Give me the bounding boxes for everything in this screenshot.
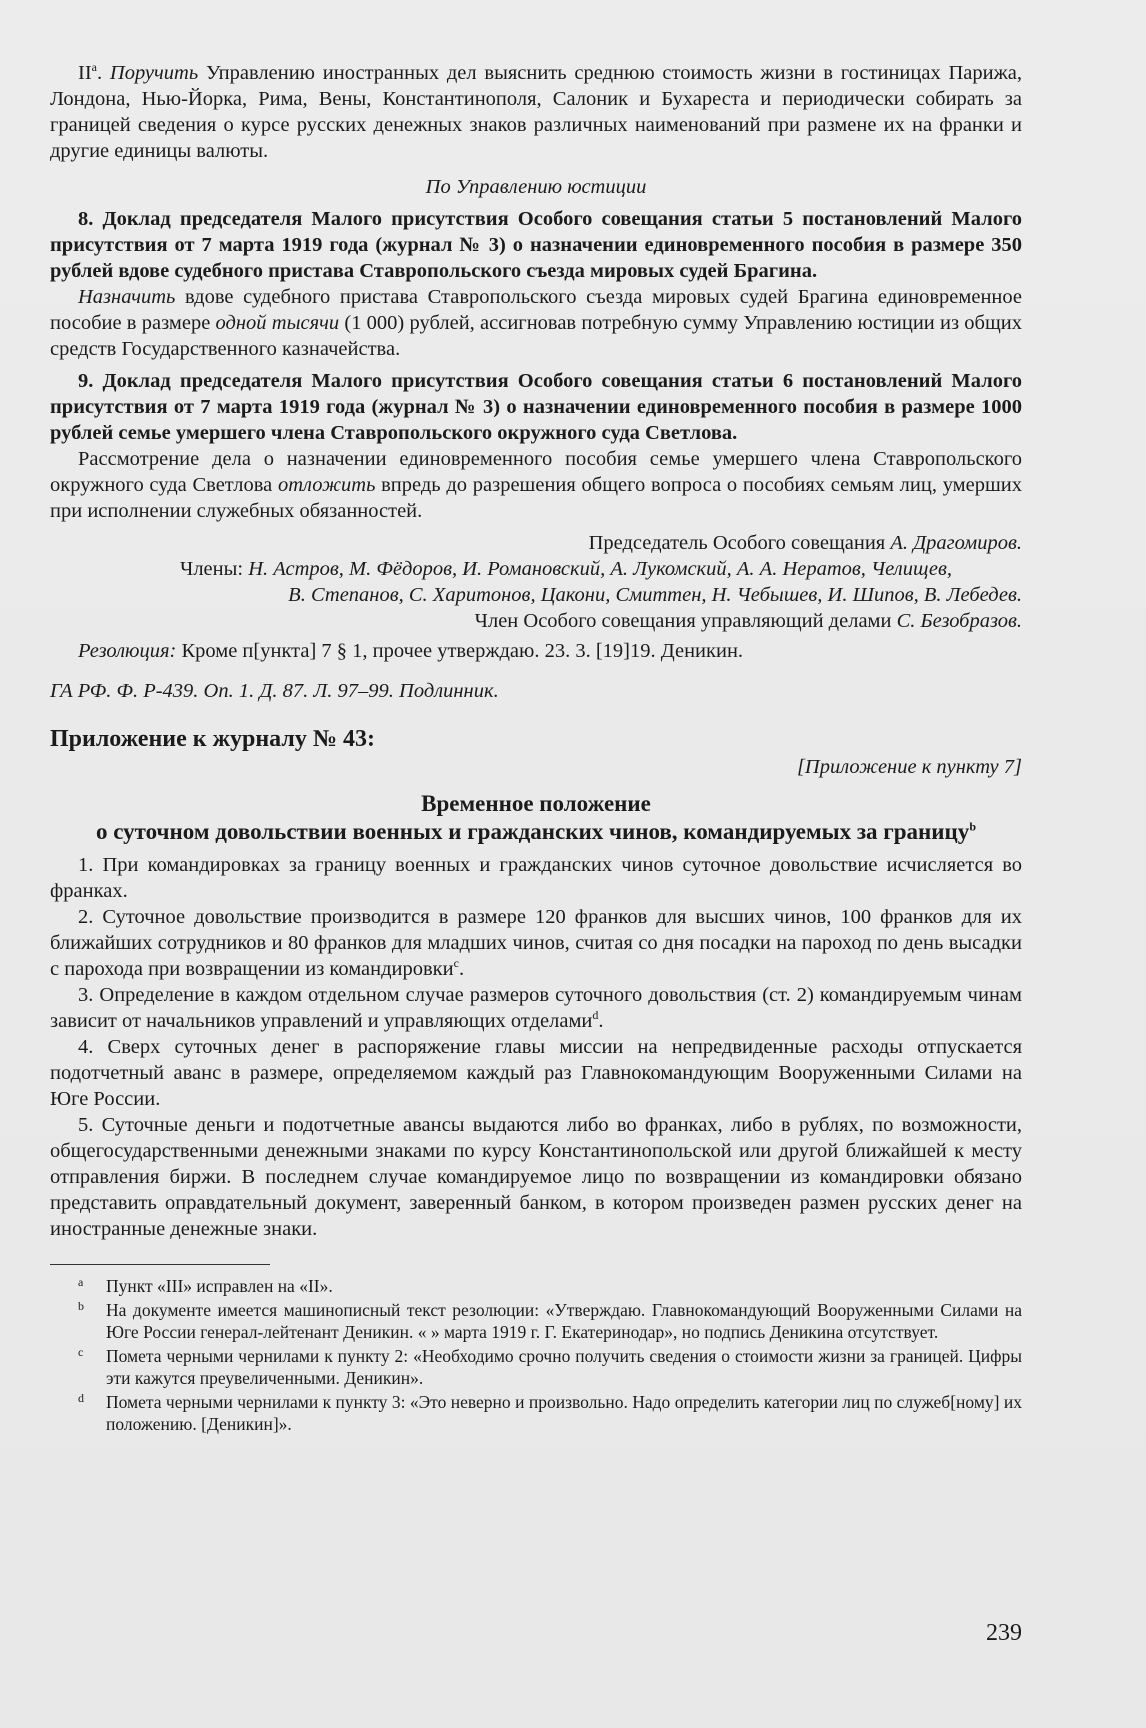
item-8-decision: Назначить вдове судебного пристава Ставропольского съезда мировых судей Брагина единовременное пособие в размере одной тысячи (1 000) рублей, ассигновав потребную сумму Управлению юстиции из общих средств Государственного казначейства. bbox=[50, 286, 1022, 360]
amount-words: одной тысячи bbox=[215, 312, 340, 334]
footnote-ref-b: b bbox=[969, 819, 976, 834]
appendix-ref: [Приложение к пункту 7] bbox=[796, 756, 1022, 778]
page-number: 239 bbox=[986, 1620, 1022, 1646]
footnotes bbox=[50, 1275, 1022, 1435]
members-signatures-cont: В. Степанов, С. Харитонов, Цакони, Смиттен, Н. Чебышев, И. Шипов, В. Лебедев. bbox=[288, 584, 1022, 606]
regulation-title: Временное положение bbox=[421, 791, 651, 816]
secretary-signature: Член Особого совещания управляющий делами С. Безобразов. bbox=[474, 610, 1022, 632]
appendix-heading: Приложение к журналу № 43: bbox=[50, 726, 375, 752]
resolution: Резолюция: Кроме п[ункта] 7 § 1, прочее утверждаю. 23. 3. [19]19. Деникин. bbox=[78, 640, 744, 662]
footnote: a Пункт «III» исправлен на «II». bbox=[78, 1275, 333, 1296]
clause-2: 2. Суточное довольствие производится в размере 120 франков для высших чинов, 100 франков для их ближайших сотрудников и 80 франков для младших чинов, считая со дня посадки на пароход по день высадки с парохода при возвращении из командировки$^c$. bbox=[50, 906, 1022, 980]
clause-1: 1. При командировках за границу военных и гражданских чинов суточное довольствие исчисляется во франках. bbox=[50, 854, 1022, 902]
resolution-label: Резолюция: bbox=[78, 640, 177, 662]
clause-3: 3. Определение в каждом отдельном случае размеров суточного довольствия (ст. 2) командируемым чинам зависит от начальников управлений и управляющих отделами$^d$. bbox=[50, 984, 1022, 1032]
footnote-divider bbox=[50, 1264, 270, 1265]
paragraph-text: Управлению иностранных дел выяснить среднюю стоимость жизни в гостиницах Парижа, Лондона, Нью-Йорка, Рима, Вены, Константинополя, Салоник и Бухареста и периодически собирать за границей сведения о курсе русских денежных знаков различных наименований при размене их на франки и другие единицы валюты. bbox=[50, 62, 1022, 162]
paragraph-ii: $II^a$. Поручить Управлению иностранных дел выяснить среднюю стоимость жизни в гостиницах Парижа, Лондона, Нью-Йорка, Рима, Вены, Константинополя, Салоник и Бухареста и периодически собирать за границей сведения о курсе русских денежных знаков различных наименований при размене их на франки и другие единицы валюты. bbox=[50, 60, 1022, 162]
item-8-heading: 8. Доклад председателя Малого присутствия Особого совещания статьи 5 постановлений Малого присутствия от 7 марта 1919 года (журнал № 3) о назначении единовременного пособия в размере 350 рублей вдове судебного пристава Ставропольского съезда мировых судей Брагина. bbox=[50, 208, 1022, 282]
decision-action: отложить bbox=[277, 474, 376, 496]
members-signatures: Члены: Н. Астров, М. Фёдоров, И. Романовский, А. Лукомский, А. А. Нератов, Челищев, bbox=[180, 558, 953, 580]
item-9-heading: 9. Доклад председателя Малого присутствия Особого совещания статьи 6 постановлений Малого присутствия от 7 марта 1919 года (журнал № 3) о назначении единовременного пособия в размере 1000 рублей семье умершего члена Ставропольского окружного суда Светлова. bbox=[50, 370, 1022, 444]
footnote: b На документе имеется машинописный текст резолюции: «Утверждаю. Главнокомандующий Вооруженными Силами на Юге России генерал-лейтенант Деникин. « » марта 1919 г. Г. Екатеринодар», но подпись Деникина отсутствует. bbox=[78, 1299, 1022, 1342]
item-9-decision: Рассмотрение дела о назначении единовременного пособия семье умершего члена Ставропольского окружного суда Светлова отложить впредь до разрешения общего вопроса о пособиях семьям лиц, умерших при исполнении служебных обязанностей. bbox=[50, 448, 1022, 522]
footnote-ref-d: d bbox=[592, 1008, 599, 1023]
footnote-ref-a: a bbox=[91, 60, 97, 75]
clause-4: 4. Сверх суточных денег в распоряжение главы миссии на непредвиденные расходы отпускается подотчетный аванс в размере, определяемом каждый раз Главнокомандующим Вооруженными Силами на Юге России. bbox=[50, 1036, 1022, 1110]
section-title-justice: По Управлению юстиции bbox=[425, 176, 647, 198]
footnote: d Помета черными чернилами к пункту 3: «Это неверно и произвольно. Надо определить категории лиц по служеб[ному] их положению. [Деникин]». bbox=[78, 1391, 1022, 1434]
footnote-ref-c: c bbox=[453, 956, 459, 971]
footnote: c Помета черными чернилами к пункту 2: «Необходимо срочно получить сведения о стоимости жизни за границей. Цифры эти кажутся преувеличенными. Деникин». bbox=[78, 1345, 1022, 1388]
chair-signature: Председатель Особого совещания А. Драгомиров. bbox=[588, 532, 1022, 554]
clause-number: II bbox=[78, 62, 92, 84]
clause-5: 5. Суточные деньги и подотчетные авансы выдаются либо во франках, либо в рублях, по возможности, общегосударственными денежными знаками по курсу Константинопольской или другой ближайшей к месту отправления биржи. В последнем случае командируемое лицо по возвращении из командировки обязано представить оправдательный документ, заверенный банком, в котором произведен размен русских денег на иностранные денежные знаки. bbox=[50, 1114, 1022, 1240]
regulation-subtitle: о суточном довольствии военных и гражданских чинов, командируемых за границу$^b$ bbox=[96, 819, 976, 844]
decision-lead: Назначить bbox=[78, 286, 176, 308]
archive-reference: ГА РФ. Ф. Р-439. Оп. 1. Д. 87. Л. 97–99. Подлинник. bbox=[50, 680, 499, 702]
paragraph-lead: Поручить bbox=[109, 62, 199, 84]
signatures-block bbox=[50, 530, 1022, 634]
